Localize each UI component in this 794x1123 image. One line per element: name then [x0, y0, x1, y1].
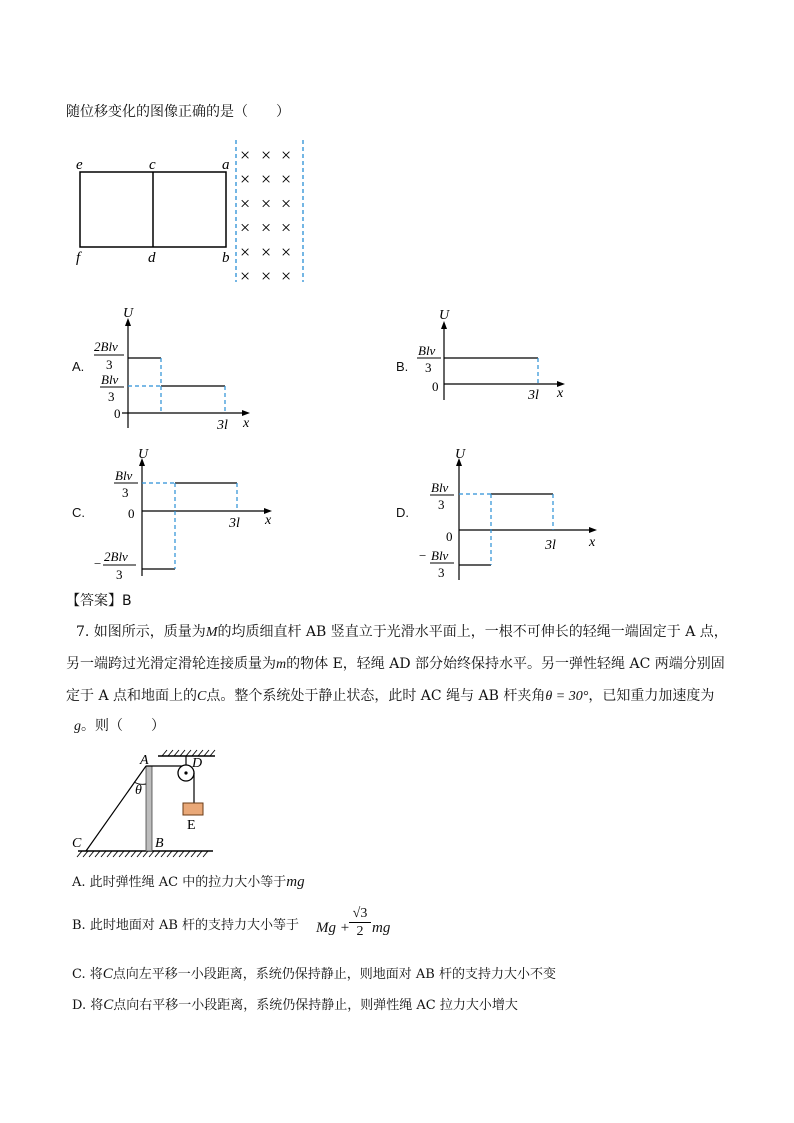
q7-option-d: D. 将C点向右平移一小段距离，系统仍保持静止，则弹性绳 AC 拉力大小增大 — [72, 997, 518, 1013]
label-e: e — [76, 157, 83, 173]
hatch-stroke — [113, 851, 118, 857]
q7-option-b-mg: Mg + — [316, 920, 350, 936]
block-e — [183, 803, 203, 815]
field-cross-mark: × — [281, 266, 292, 286]
field-cross-mark: × — [240, 193, 251, 214]
hatch-stroke — [167, 851, 172, 857]
graph-d-3l: 3l — [545, 538, 556, 553]
pulley-axle — [184, 771, 187, 774]
q7-line-1: 7. 如图所示，质量为M的均质细直杆 AB 竖直立于光滑水平面上，一根不可伸长的轻绳一端固定于 A 点， — [76, 624, 728, 640]
hatch-stroke — [83, 851, 88, 857]
graph-d-minus: − — [419, 548, 427, 563]
graph-d-u-label: U — [455, 447, 466, 462]
hatch-stroke — [161, 851, 166, 857]
hatch-stroke — [107, 851, 112, 857]
graph-b-den: 3 — [425, 360, 432, 375]
label-a: a — [222, 157, 230, 173]
fig-label-e: E — [187, 818, 196, 833]
field-cross-mark: × — [261, 193, 272, 214]
graph-d-zero: 0 — [446, 529, 453, 544]
fig-label-c: C — [72, 836, 82, 851]
hatch-stroke — [77, 851, 82, 857]
label-b: b — [222, 250, 230, 266]
graph-b-u-label: U — [439, 308, 450, 323]
field-cross-mark: × — [281, 193, 292, 214]
rope-ac — [86, 766, 146, 851]
fig-label-a: A — [140, 753, 149, 768]
q7-option-b-mg-tail: mg — [372, 920, 391, 936]
q6-answer: 【答案】B — [66, 593, 132, 609]
field-cross-mark: × — [261, 145, 272, 165]
graph-c-lower-num: 2Blv — [104, 549, 128, 564]
graph-a-3l: 3l — [217, 418, 228, 433]
hatch-stroke — [203, 851, 208, 857]
fig-label-b: B — [155, 836, 164, 851]
hatch-stroke — [101, 851, 106, 857]
q6-stem-tail: 随位移变化的图像正确的是（ ） — [66, 104, 290, 120]
hatch-stroke — [186, 750, 191, 756]
graph-a-lower-den: 3 — [108, 389, 115, 404]
field-cross-mark: × — [281, 169, 292, 190]
hatch-stroke — [179, 851, 184, 857]
hatch-stroke — [174, 750, 179, 756]
graph-a-lower-num: Blv — [101, 372, 119, 387]
hatch-stroke — [191, 851, 196, 857]
graph-b-num: Blv — [418, 343, 436, 358]
q7-option-b-fraction — [349, 905, 371, 940]
graph-c-zero: 0 — [128, 506, 135, 521]
graph-d-upper-den: 3 — [438, 497, 445, 512]
graph-c-3l: 3l — [229, 516, 240, 531]
field-cross-mark: × — [281, 241, 292, 262]
graph-d-x-label: x — [589, 535, 596, 550]
graph-b-zero: 0 — [432, 379, 439, 394]
graph-c-lower-den: 3 — [116, 567, 123, 582]
field-cross-mark: × — [240, 217, 251, 238]
hatch-stroke — [168, 750, 173, 756]
hatch-stroke — [95, 851, 100, 857]
q7-line-3: 定于 A 点和地面上的C点。整个系统处于静止状态，此时 AC 绳与 AB 杆夹角θ = 30°，已知重力加速度为 — [66, 688, 715, 704]
graph-a-x-label: x — [243, 416, 250, 431]
hatch-stroke — [210, 750, 215, 756]
graph-d-upper-num: Blv — [431, 480, 449, 495]
ground-hatch — [77, 851, 208, 857]
field-cross-mark: × — [281, 217, 292, 238]
fig-label-d: D — [192, 756, 203, 771]
field-cross-mark: × — [240, 169, 251, 190]
hatch-stroke — [185, 851, 190, 857]
rod-ab — [146, 766, 152, 851]
hatch-stroke — [137, 851, 142, 857]
graph-a-zero: 0 — [114, 406, 121, 421]
option-d-label: D. — [396, 505, 409, 520]
hatch-stroke — [143, 851, 148, 857]
hatch-stroke — [204, 750, 209, 756]
hatch-stroke — [125, 851, 130, 857]
field-cross-mark: × — [261, 169, 272, 190]
hatch-stroke — [173, 851, 178, 857]
hatch-stroke — [149, 851, 154, 857]
graph-a-upper-den: 3 — [106, 357, 113, 372]
graph-b-x-label: x — [557, 386, 564, 401]
graph-a-upper-num: 2Blv — [94, 339, 118, 354]
option-c-label: C. — [72, 505, 85, 520]
label-c: c — [149, 157, 156, 173]
field-cross-mark: × — [240, 241, 251, 262]
field-cross-mark: × — [281, 145, 292, 165]
hatch-stroke — [89, 851, 94, 857]
hatch-stroke — [131, 851, 136, 857]
hatch-stroke — [197, 851, 202, 857]
field-cross-mark: × — [261, 241, 272, 262]
graph-b-3l: 3l — [528, 388, 539, 403]
graph-d-lower-den: 3 — [438, 565, 445, 580]
fig-label-theta: θ — [135, 783, 142, 798]
graph-c-u-label: U — [138, 447, 149, 462]
fraction-denominator: 2 — [349, 922, 371, 940]
q7-option-b: B. 此时地面对 AB 杆的支持力大小等于 — [72, 918, 300, 933]
label-f: f — [76, 250, 81, 266]
hatch-stroke — [162, 750, 167, 756]
hatch-stroke — [119, 851, 124, 857]
hatch-stroke — [180, 750, 185, 756]
graph-a-u-label: U — [123, 306, 134, 321]
q7-line-2: 另一端跨过光滑定滑轮连接质量为m的物体 E，轻绳 AD 部分始终保持水平。另一弹性轻绳 AC 两端分别固 — [66, 656, 725, 672]
field-cross-mark: × — [261, 217, 272, 238]
label-d: d — [148, 250, 156, 266]
field-cross-mark: × — [261, 266, 272, 286]
option-b-label: B. — [396, 359, 409, 374]
fraction-numerator: √3 — [352, 906, 368, 921]
graph-c-minus: − — [94, 556, 102, 571]
graph-c-upper-num: Blv — [115, 468, 133, 483]
q7-line-4: g。则（ ） — [74, 718, 165, 734]
field-cross-mark: × — [240, 145, 251, 165]
graph-c-upper-den: 3 — [122, 485, 129, 500]
hatch-stroke — [155, 851, 160, 857]
graph-c-x-label: x — [265, 513, 272, 528]
graph-d-lower-num: Blv — [431, 548, 449, 563]
field-cross-mark: × — [240, 266, 251, 286]
q7-option-c: C. 将C点向左平移一小段距离，系统仍保持静止，则地面对 AB 杆的支持力大小不变 — [72, 966, 556, 982]
ceiling-hatch — [162, 750, 215, 756]
q7-option-a: A. 此时弹性绳 AC 中的拉力大小等于mg — [72, 874, 305, 890]
option-a-label: A. — [72, 359, 85, 374]
